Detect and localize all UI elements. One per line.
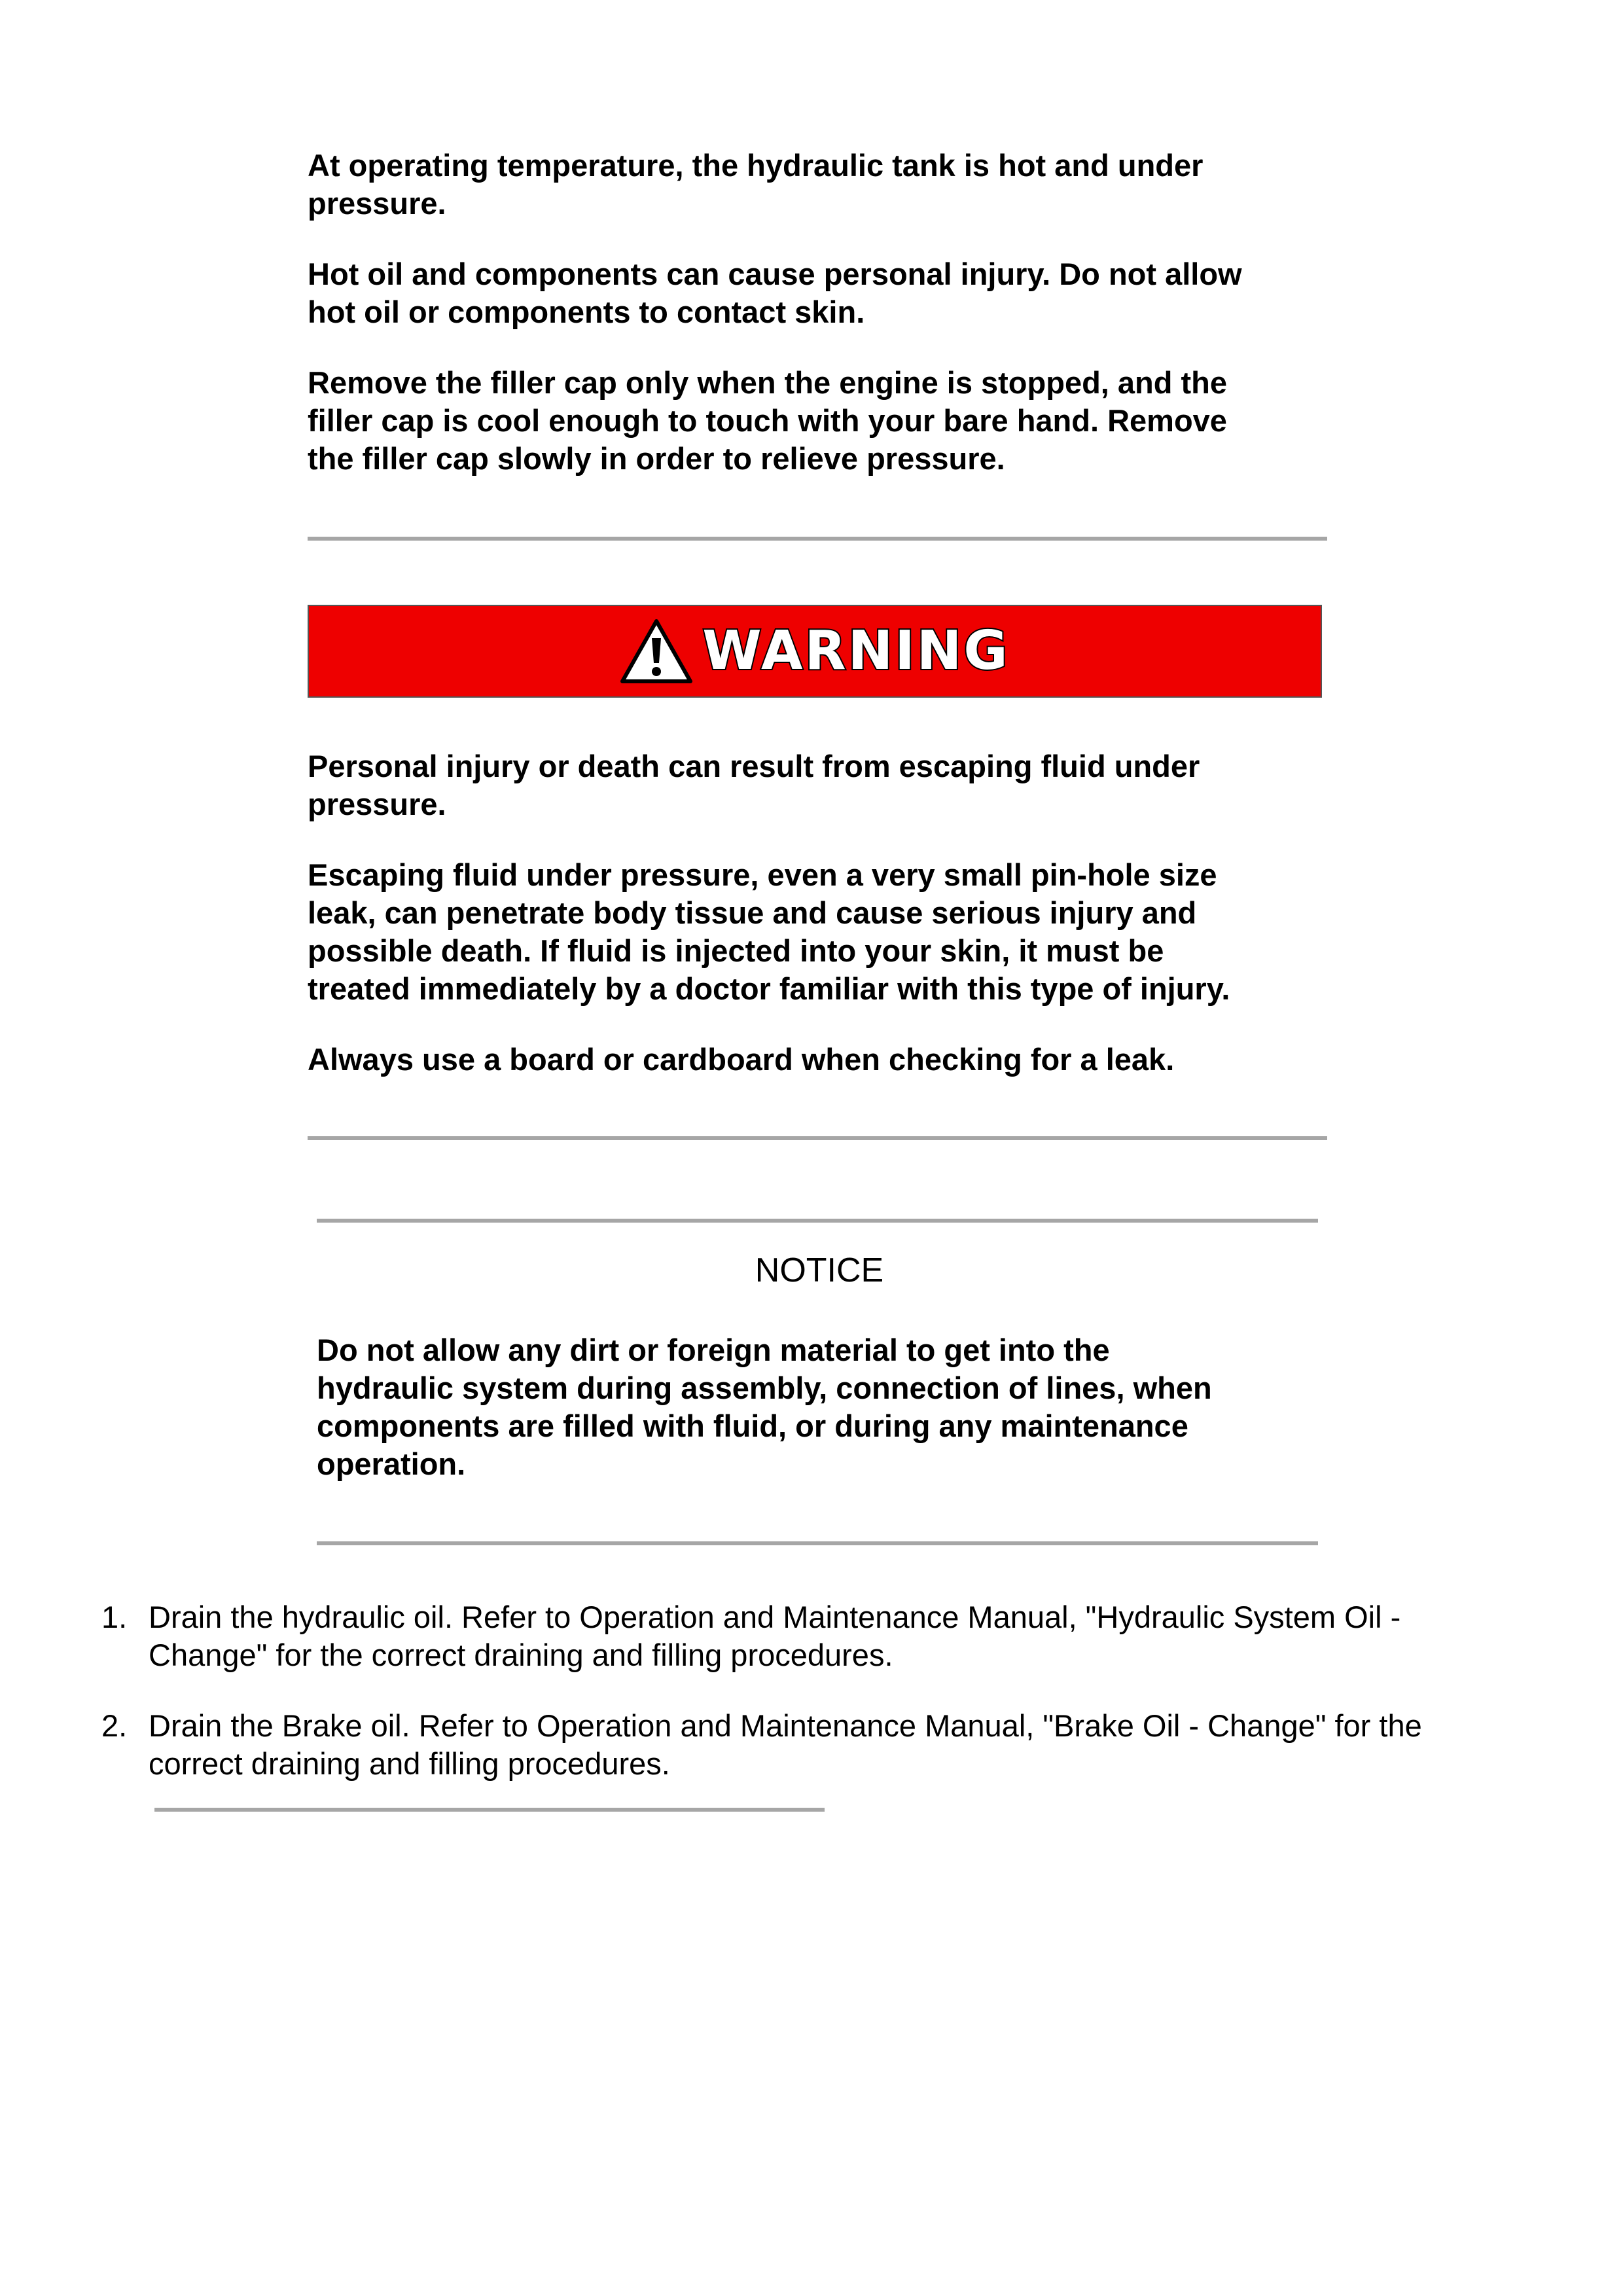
section-end-rule [154, 1808, 825, 1812]
hot-oil-warning-line-2: Hot oil and components can cause personal injury. Do not allow hot oil or components to contact skin. [308, 257, 1242, 329]
warning-end-rule [308, 537, 1327, 541]
step-text: Drain the hydraulic oil. Refer to Operation and Maintenance Manual, "Hydraulic System Oil - Change" for the correct draining and filling procedures. [149, 1600, 1401, 1672]
fluid-warning-line-3: Always use a board or cardboard when checking for a leak. [308, 1042, 1175, 1077]
warning-label: WARNING [702, 620, 1010, 682]
hot-oil-warning-line-1: At operating temperature, the hydraulic tank is hot and under pressure. [308, 148, 1204, 221]
procedure-step [101, 1707, 1528, 1783]
fluid-warning-line-1: Personal injury or death can result from escaping fluid under pressure. [308, 749, 1200, 821]
procedure-step [101, 1598, 1528, 1674]
hot-oil-warning-line-3: Remove the filler cap only when the engine is stopped, and the filler cap is cool enough to touch with your bare hand. Remove the filler cap slowly in order to relieve pressure. [308, 365, 1228, 476]
warning-triangle-icon [620, 619, 693, 684]
step-number: 1. [101, 1600, 128, 1634]
notice-bottom-rule [317, 1541, 1318, 1545]
notice-heading: NOTICE [755, 1251, 884, 1289]
notice-top-rule [317, 1219, 1318, 1223]
step-text: Drain the Brake oil. Refer to Operation and Maintenance Manual, "Brake Oil - Change" for the correct draining and filling procedures. [149, 1708, 1422, 1781]
warning-banner [308, 605, 1322, 698]
notice-body: Do not allow any dirt or foreign material to get into the hydraulic system during assembly, connection of lines, when components are filled with fluid, or during any maintenance operation. [317, 1333, 1212, 1481]
procedure-steps [101, 1598, 1528, 1816]
fluid-warning-line-2: Escaping fluid under pressure, even a very small pin-hole size leak, can penetrate body tissue and cause serious injury and possible death. If fluid is injected into your skin, it must be treated immediately by a doctor familiar with this type of injury. [308, 857, 1230, 1006]
step-number: 2. [101, 1708, 128, 1743]
fluid-warning-end-rule [308, 1136, 1327, 1140]
